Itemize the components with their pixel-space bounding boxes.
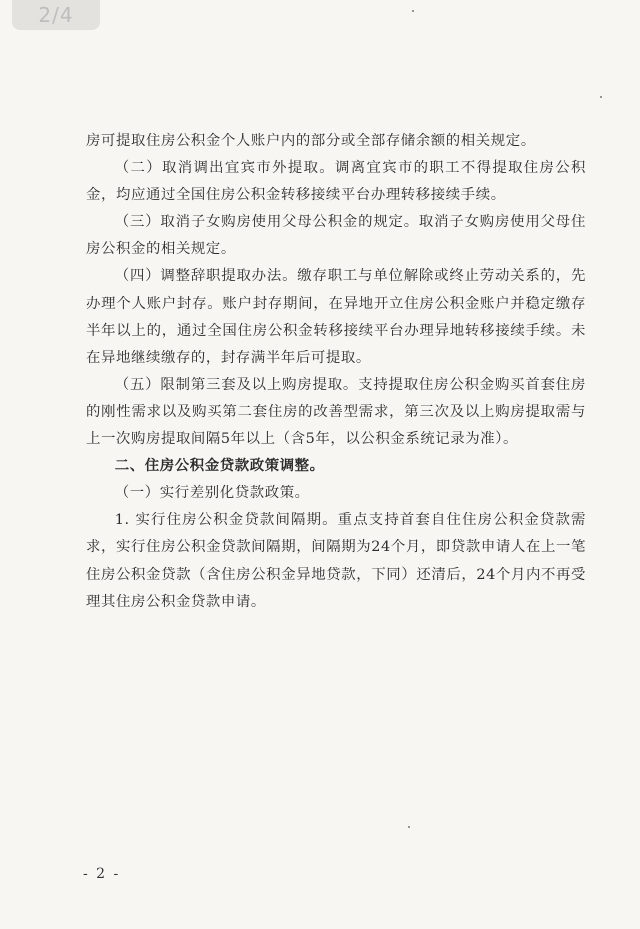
paragraph-3: （三）取消子女购房使用父母公积金的规定。取消子女购房使用父母住房公积金的相关规定。 (86, 214, 586, 258)
paragraph-1: 房可提取住房公积金个人账户内的部分或全部存储余额的相关规定。 (86, 133, 536, 149)
scan-speck (408, 826, 410, 828)
page-indicator: 2/4 (12, 0, 100, 30)
document-body (86, 128, 586, 616)
paragraph-4: （四）调整辞职提取办法。缴存职工与单位解除或终止劳动关系的，先办理个人账户封存。账户封存期间，在异地开立住房公积金账户并稳定缴存半年以上的，通过全国住房公积金转移接续平台办理异地转移接续手续。未在异地继续缴存的，封存满半年后可提取。 (86, 268, 586, 366)
section-heading: 二、住房公积金贷款政策调整。 (114, 458, 325, 475)
paragraph-2: （二）取消调出宜宾市外提取。调离宜宾市的职工不得提取住房公积金，均应通过全国住房公积金转移接续平台办理转移接续手续。 (86, 160, 586, 204)
scan-speck (412, 10, 414, 12)
page-number: - 2 - (83, 866, 121, 882)
subsection-heading: （一）实行差别化贷款政策。 (114, 485, 310, 502)
paragraph-6: 1. 实行住房公积金贷款间隔期。重点支持首套自住住房公积金贷款需求，实行住房公积金贷款间隔期，间隔期为24个月，即贷款申请人在上一笔住房公积金贷款（含住房公积金异地贷款，下同）还清后，24个月内不再受理其住房公积金贷款申请。 (86, 512, 586, 610)
paragraph-5: （五）限制第三套及以上购房提取。支持提取住房公积金购买首套住房的刚性需求以及购买第二套住房的改善型需求，第三次及以上购房提取需与上一次购房提取间隔5年以上（含5年，以公积金系统记录为准）。 (86, 376, 586, 448)
scan-speck (600, 96, 602, 98)
